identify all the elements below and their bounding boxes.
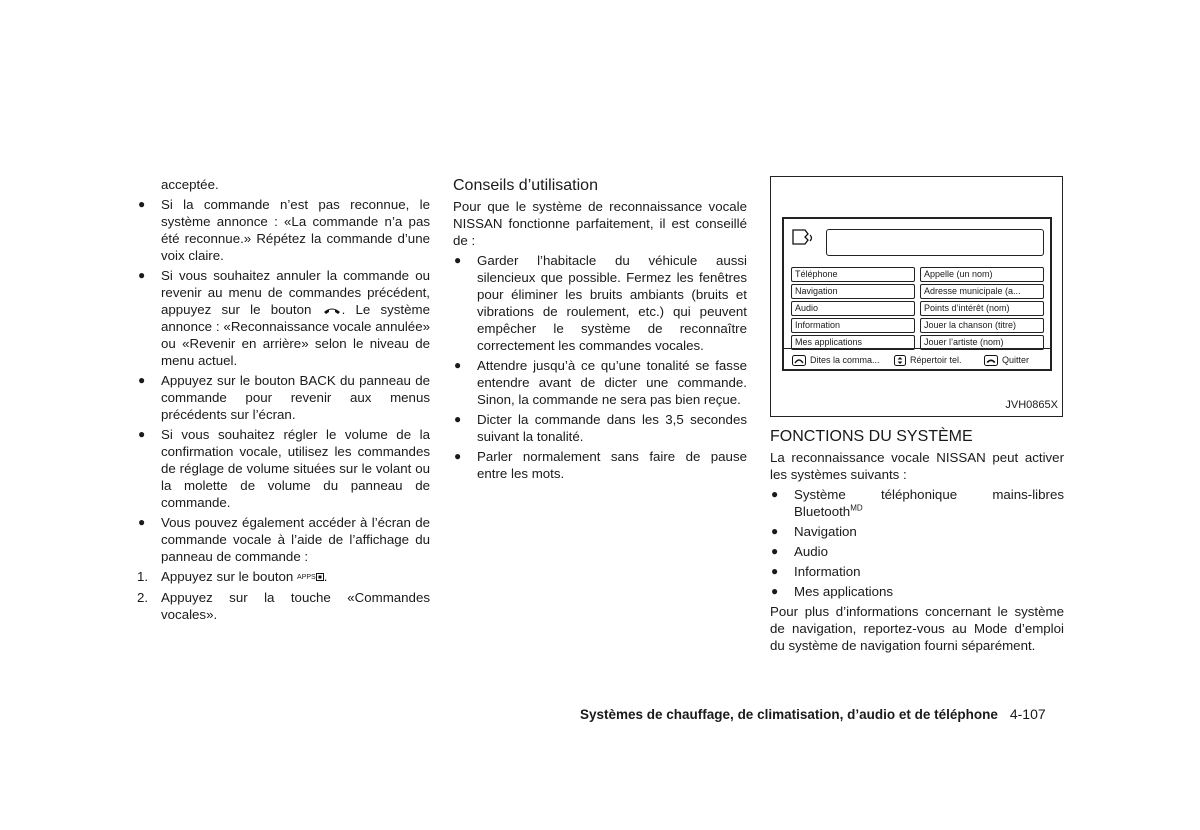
list-item: ● Garder l’habitacle du véhicule aussi silencieux que possible. Fermez les fenêtres pour éliminer les bruits ambiants (bruits et vibrations de roulement, etc.) qui peuvent empêcher le système de reconnaître correctement les commandes vocales. (454, 253, 747, 353)
quit-button[interactable]: Quitter (984, 354, 1029, 366)
list-item: ● Système téléphonique mains-libres Bluetooth$^{MD}$ (771, 487, 1064, 519)
list-item: ● Si la commande n’est pas reconnue, le système annonce : «La commande n’a pas été reconnue.» Répétez la commande d’une voix claire. (138, 197, 430, 263)
say-command-button[interactable]: Dites la comma... (792, 354, 880, 366)
apps-icon (316, 573, 324, 581)
footer-title: Systèmes de chauffage, de climatisation, d’audio et de téléphone (580, 707, 998, 722)
command-play-song[interactable]: Jouer la chanson (titre) (920, 318, 1044, 333)
command-information[interactable]: Information (791, 318, 915, 333)
list-item: ● Vous pouvez également accéder à l’écran de commande vocale à l’aide de l’affichage du panneau de commande : (138, 515, 430, 564)
list-item: ● Mes applications (771, 584, 894, 599)
list-item: ● Si vous souhaitez annuler la commande ou revenir au menu de commandes précédent, appuyez sur le bouton . Le système annonce : «Reconnaissance vocale annulée» ou «Revenir en arrière» selon le niveau de menu actuel. (138, 268, 430, 368)
section-heading: FONCTIONS DU SYSTÈME (770, 428, 973, 445)
command-telephone[interactable]: Téléphone (791, 267, 915, 282)
command-street-address[interactable]: Adresse municipale (a... (920, 284, 1044, 299)
hang-up-phone-icon (984, 355, 998, 366)
hang-up-phone-icon (322, 305, 342, 315)
intro-text: La reconnaissance vocale NISSAN peut activer les systèmes suivants : (770, 450, 1064, 482)
page-footer (580, 706, 1046, 723)
outro-text: Pour plus d’informations concernant le système de navigation, reportez-vous au Mode d’emploi du système de navigation fourni séparément. (770, 604, 1064, 653)
column-1 (137, 176, 430, 626)
voice-command-screen-figure (770, 176, 1063, 417)
page-number: 4-107 (1009, 706, 1046, 722)
voice-command-screen (782, 217, 1052, 371)
command-entry-box (826, 229, 1044, 256)
col3-bullet-list (770, 486, 1064, 600)
command-call-name[interactable]: Appelle (un nom) (920, 267, 1044, 282)
list-item: ● Appuyez sur le bouton BACK du panneau de commande pour revenir aux menus précédents sur l’écran. (138, 373, 430, 422)
list-item: ● Audio (771, 544, 829, 559)
col2-bullet-list (453, 252, 747, 482)
list-item: ● Si vous souhaitez régler le volume de la confirmation vocale, utilisez les commandes de réglage de volume situées sur le volant ou la molette de volume du panneau de commande. (138, 427, 430, 510)
list-item: 1. Appuyez sur le bouton APPS . (137, 569, 328, 584)
column-3 (770, 176, 1064, 654)
command-my-apps[interactable]: Mes applications (791, 335, 915, 350)
voice-steering-icon (792, 355, 806, 366)
command-audio[interactable]: Audio (791, 301, 915, 316)
list-item: ● Attendre jusqu’à ce qu’une tonalité se fasse entendre avant de dicter une commande. Sinon, la commande ne sera pas bien reçue. (454, 358, 747, 407)
screen-divider (784, 348, 1050, 349)
list-item: ● Navigation (771, 524, 857, 539)
list-item: 2. Appuyez sur la touche «Commandes vocales». (137, 589, 430, 622)
figure-code: JVH0865X (1005, 399, 1058, 411)
command-points-of-interest[interactable]: Points d’intérêt (nom) (920, 301, 1044, 316)
command-navigation[interactable]: Navigation (791, 284, 915, 299)
voice-recognition-icon (790, 227, 816, 251)
list-item: ● Dicter la commande dans les 3,5 secondes suivant la tonalité. (454, 412, 747, 444)
apps-button-label: APPS (297, 573, 316, 581)
intro-text: Pour que le système de reconnaissance vocale NISSAN fonctionne parfaitement, il est conseillé de : (453, 199, 747, 248)
scroll-updown-icon (894, 355, 906, 366)
list-item: ● Information (771, 564, 861, 579)
section-heading: Conseils d’utilisation (453, 177, 598, 194)
col1-step-list (137, 568, 430, 623)
continuation-text: acceptée. (161, 177, 219, 192)
column-2 (453, 176, 747, 485)
phonebook-button[interactable]: Répertoir tel. (894, 354, 962, 366)
list-item: ● Parler normalement sans faire de pause entre les mots. (454, 449, 747, 481)
col1-bullet-list (137, 196, 430, 565)
command-play-artist[interactable]: Jouer l’artiste (nom) (920, 335, 1044, 350)
